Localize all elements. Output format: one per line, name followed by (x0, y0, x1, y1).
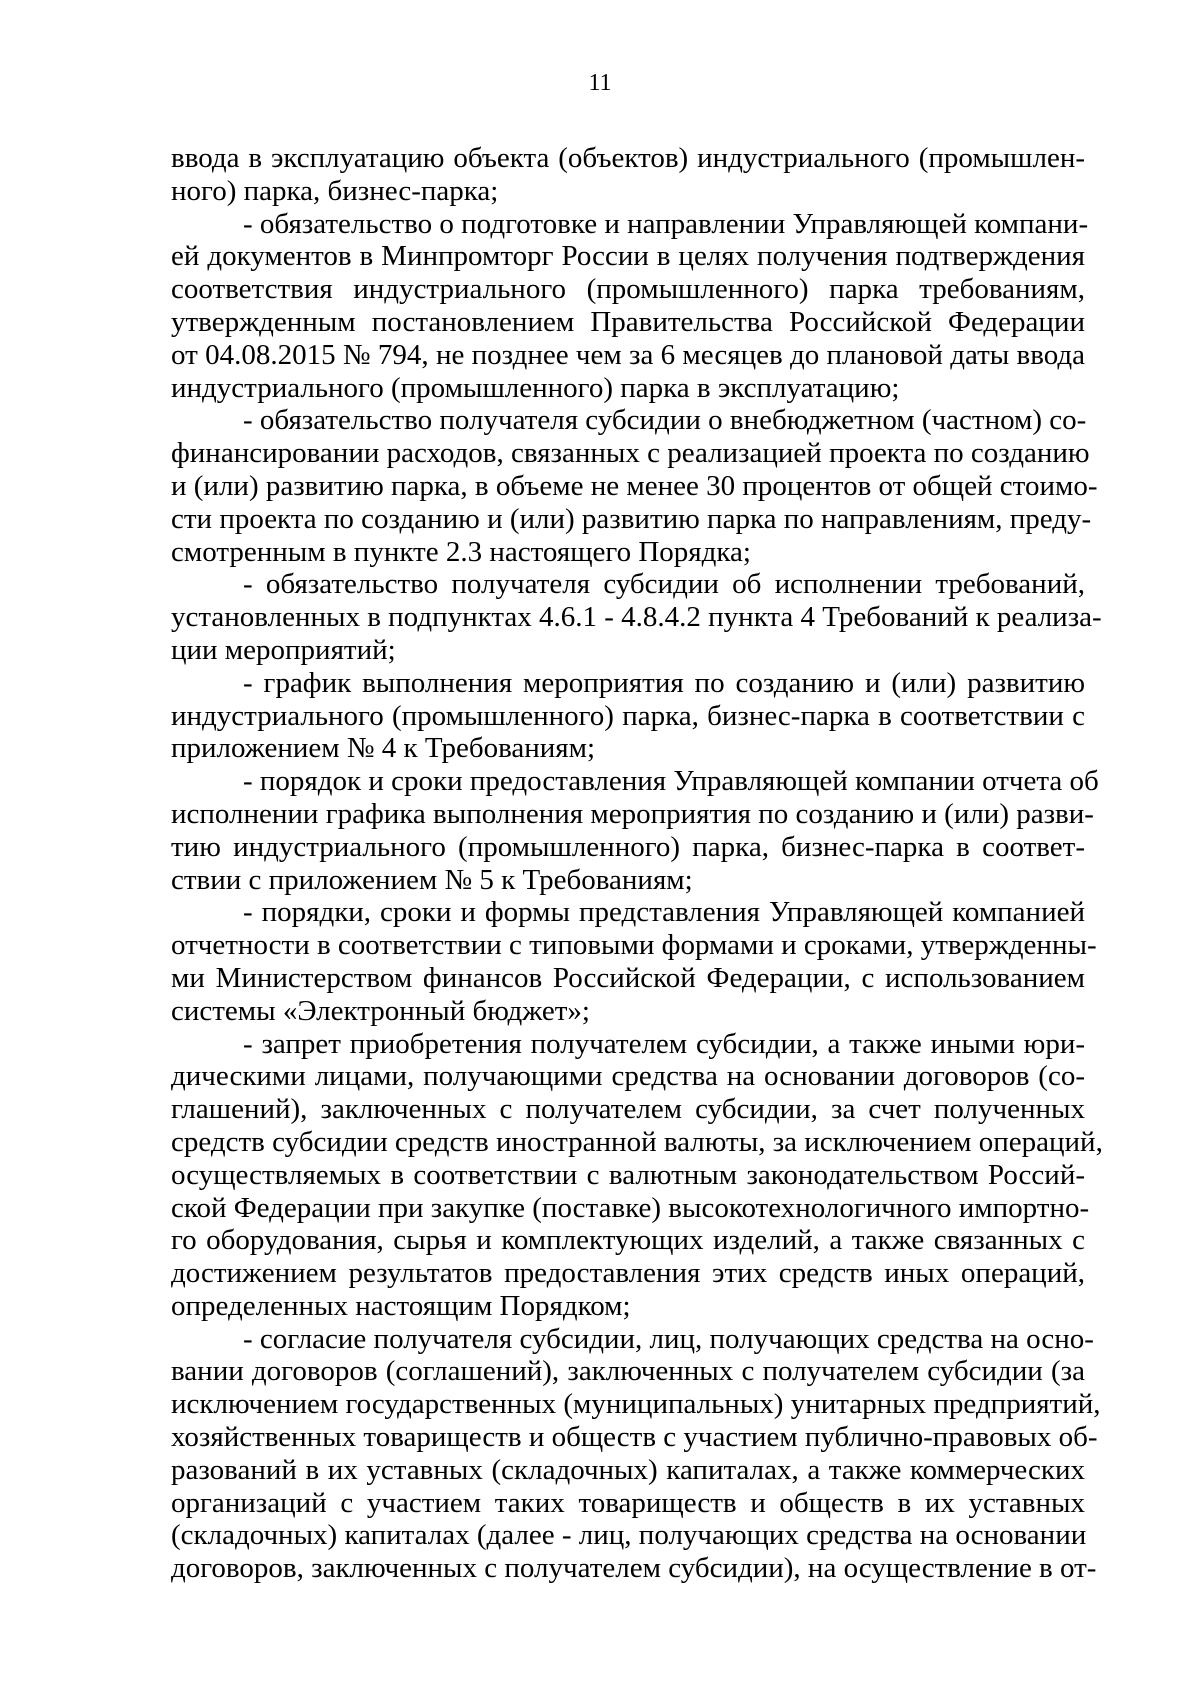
text-line: (складочных) капиталах (далее - лиц, получающих средства на основании (171, 1519, 1087, 1552)
text-line: тию индустриального (промышленного) парка, бизнес-парка в соответ- (171, 830, 1085, 863)
text-line: ции мероприятий; (171, 633, 396, 666)
text-line: ми Министерством финансов Российской Федерации, с использованием (171, 961, 1085, 994)
text-line: исполнении графика выполнения мероприятия по созданию и (или) разви- (171, 797, 1094, 830)
document-body (171, 142, 1103, 1585)
text-line: ствии с приложением № 5 к Требованиям; (171, 863, 693, 896)
text-line: сти проекта по созданию и (или) развитию парка по направлениям, преду- (171, 502, 1092, 535)
text-line: соответствия индустриального (промышленного) парка требованиям, (171, 273, 1085, 306)
text-line: и (или) развитию парка, в объеме не менее 30 процентов от общей стоимо- (171, 469, 1098, 502)
text-line: организаций с участием таких товариществ и обществ в их уставных (171, 1486, 1085, 1519)
text-line: индустриального (промышленного) парка в эксплуатацию; (171, 371, 900, 404)
text-line: - график выполнения мероприятия по созданию и (или) развитию (243, 666, 1085, 699)
page-number: 11 (588, 70, 612, 96)
text-line: - порядки, сроки и формы представления Управляющей компанией (243, 896, 1085, 929)
text-line: средств субсидии средств иностранной валюты, за исключением операций, (171, 1125, 1103, 1158)
text-line: - порядок и сроки предоставления Управляющей компании отчета об (243, 765, 1099, 798)
text-line: - согласие получателя субсидии, лиц, получающих средства на осно- (243, 1322, 1094, 1355)
text-line: - обязательство о подготовке и направлении Управляющей компани- (243, 207, 1089, 240)
text-line: хозяйственных товариществ и обществ с участием публично-правовых об- (171, 1421, 1098, 1454)
text-line: ей документов в Минпромторг России в целях получения подтверждения (171, 240, 1085, 273)
text-line: приложением № 4 к Требованиям; (171, 732, 596, 765)
paragraph (171, 1027, 1103, 1323)
text-line: определенных настоящим Порядком; (171, 1289, 631, 1322)
text-line: системы «Электронный бюджет»; (171, 994, 590, 1027)
paragraph (171, 667, 1085, 765)
text-line: вании договоров (соглашений), заключенных с получателем субсидии (за (171, 1355, 1085, 1388)
paragraph (171, 568, 1102, 666)
text-line: глашений), заключенных с получателем субсидии, за счет полученных (171, 1093, 1085, 1126)
text-line: разований в их уставных (складочных) капиталах, а также коммерческих (171, 1453, 1085, 1486)
text-line: договоров, заключенных с получателем субсидии), на осуществление в от- (171, 1552, 1097, 1585)
paragraph (171, 404, 1098, 568)
text-line: отчетности в соответствии с типовыми формами и сроками, утвержденны- (171, 929, 1097, 962)
paragraph (171, 896, 1097, 1027)
text-line: индустриального (промышленного) парка, бизнес-парка в соответствии с (171, 699, 1085, 732)
text-line: - обязательство получателя субсидии о внебюджетном (частном) со- (243, 404, 1087, 437)
text-line: смотренным в пункте 2.3 настоящего Порядка; (171, 535, 751, 568)
text-line: финансировании расходов, связанных с реализацией проекта по созданию (171, 437, 1090, 470)
text-line: ввода в эксплуатацию объекта (объектов) индустриального (промышлен- (171, 142, 1085, 174)
text-line: от 04.08.2015 № 794, не позднее чем за 6 месяцев до плановой даты ввода (171, 338, 1085, 371)
text-line: дическими лицами, получающими средства на основании договоров (со- (171, 1060, 1085, 1093)
paragraph (171, 207, 1089, 405)
paragraph (171, 765, 1099, 896)
text-line: - запрет приобретения получателем субсидии, а также иными юри- (243, 1027, 1085, 1060)
text-line: осуществляемых в соответствии с валютным законодательством Россий- (171, 1158, 1085, 1191)
text-line: - обязательство получателя субсидии об исполнении требований, (243, 568, 1085, 601)
text-line: достижением результатов предоставления этих средств иных операций, (171, 1257, 1085, 1290)
text-line: установленных в подпунктах 4.6.1 - 4.8.4.2 пункта 4 Требований к реализа- (171, 601, 1102, 634)
text-line: ного) парка, бизнес-парка; (171, 174, 499, 207)
paragraph (171, 1322, 1101, 1585)
text-line: ской Федерации при закупке (поставке) высокотехнологичного импортно- (171, 1191, 1090, 1224)
text-line: утвержденным постановлением Правительства Российской Федерации (171, 305, 1085, 338)
paragraph (171, 142, 1085, 208)
text-line: го оборудования, сырья и комплектующих изделий, а также связанных с (171, 1224, 1085, 1257)
text-line: исключением государственных (муниципальных) унитарных предприятий, (171, 1388, 1101, 1421)
